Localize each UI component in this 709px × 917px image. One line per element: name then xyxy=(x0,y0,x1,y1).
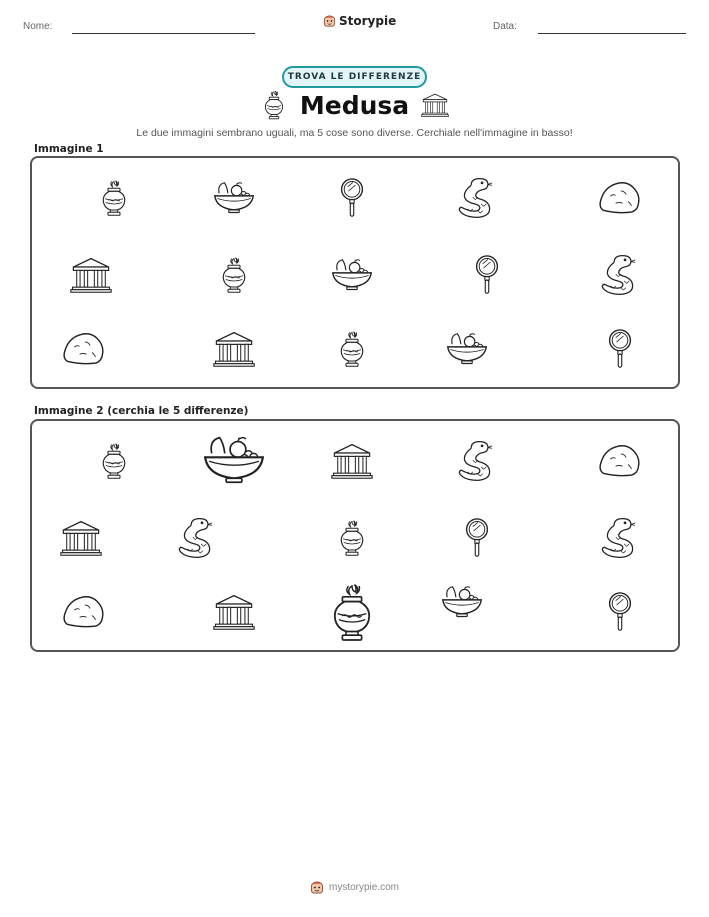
page-title: Medusa xyxy=(299,90,410,120)
activity-badge: TROVA LE DIFFERENZE xyxy=(282,66,427,88)
image1-label: Immagine 1 xyxy=(34,143,104,155)
rock-icon[interactable] xyxy=(62,594,106,630)
temple-icon[interactable] xyxy=(213,593,255,631)
urn-icon xyxy=(260,90,288,120)
storypie-logo-icon xyxy=(310,880,324,895)
fruit-bowl-icon[interactable] xyxy=(440,585,484,620)
fruit-bowl-icon xyxy=(445,332,489,367)
temple-icon[interactable] xyxy=(331,442,373,480)
snake-icon[interactable] xyxy=(176,517,218,559)
urn-icon[interactable] xyxy=(99,442,129,480)
mirror-icon xyxy=(607,327,633,371)
mirror-icon xyxy=(474,253,500,297)
brand-name: Storypie xyxy=(339,14,397,28)
rock-icon xyxy=(598,180,642,216)
urn-icon xyxy=(337,330,367,368)
urn-icon xyxy=(219,256,249,294)
urn-icon xyxy=(99,179,129,217)
mirror-icon[interactable] xyxy=(464,516,490,560)
snake-icon xyxy=(599,254,641,296)
image2-label: Immagine 2 (cerchia le 5 differenze) xyxy=(34,405,249,417)
title-row xyxy=(0,90,709,120)
rock-icon xyxy=(62,331,106,367)
urn-icon[interactable] xyxy=(337,519,367,557)
temple-icon[interactable] xyxy=(60,519,102,557)
snake-icon[interactable] xyxy=(456,440,498,482)
footer xyxy=(0,880,709,895)
fruit-bowl-icon xyxy=(212,181,256,216)
temple-icon xyxy=(70,256,112,294)
date-field[interactable] xyxy=(538,33,686,34)
snake-icon[interactable] xyxy=(599,517,641,559)
name-label: Nome: xyxy=(23,21,53,32)
temple-icon xyxy=(421,90,449,120)
name-field[interactable] xyxy=(72,33,255,34)
instructions: Le due immagini sembrano uguali, ma 5 cose sono diverse. Cerchiale nell'immagine in basso! xyxy=(136,127,573,139)
snake-icon xyxy=(456,177,498,219)
brand-logo xyxy=(323,14,396,28)
storypie-logo-icon xyxy=(323,14,336,28)
date-label: Data: xyxy=(493,21,517,32)
mirror-icon xyxy=(339,176,365,220)
footer-url[interactable]: mystorypie.com xyxy=(328,882,399,893)
urn-icon[interactable] xyxy=(328,582,376,643)
image2-panel[interactable] xyxy=(30,419,680,652)
rock-icon[interactable] xyxy=(598,443,642,479)
image1-panel xyxy=(30,156,680,389)
temple-icon xyxy=(213,330,255,368)
fruit-bowl-icon[interactable] xyxy=(201,435,267,488)
mirror-icon[interactable] xyxy=(607,590,633,634)
fruit-bowl-icon xyxy=(330,258,374,293)
